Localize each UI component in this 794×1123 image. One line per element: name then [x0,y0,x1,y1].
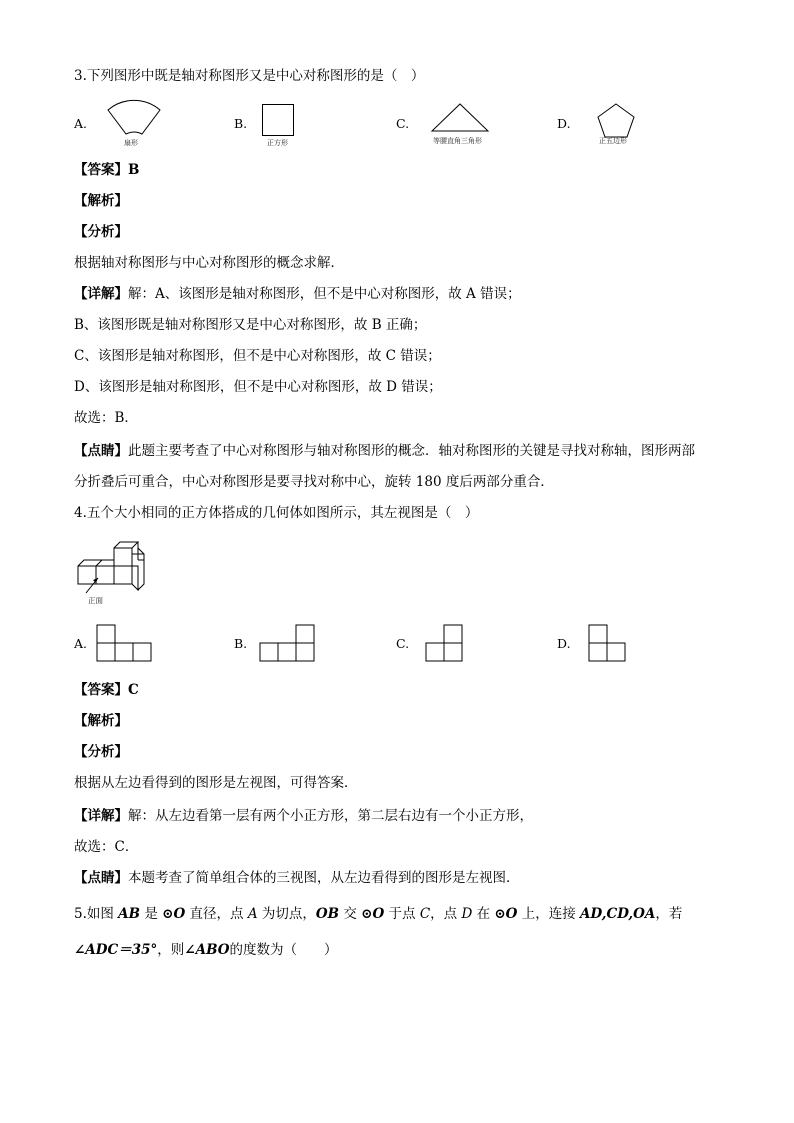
q5-text-5: 交 [339,906,362,922]
q5-text-9: 上，连接 [517,906,581,922]
view-c-figure [425,624,465,664]
q3-option-a-letter: A. [74,116,88,131]
q4-fenxi: 根据从左边看得到的图形是左视图，可得答案． [74,775,358,791]
q5-segments: AD,CD,OA [580,906,656,922]
q5-text-2: 是 [140,906,163,922]
q5-text-11: ，则 [157,942,185,958]
q4-xiangjie-tag: 【详解】 [74,808,128,824]
q5-text-8: 在 [472,906,495,922]
q4-option-a-letter: A. [74,636,88,651]
q3-xiangjie-line-2: B、该图形既是轴对称图形又是中心对称图形，故 B 正确； [74,317,427,333]
q3-fenxi: 根据轴对称图形与中心对称图形的概念求解． [74,255,344,271]
sector-figure [104,100,164,140]
q5-stem-line-1 [74,904,682,924]
q3-option-b-letter: B. [234,116,248,131]
q4-fenxi-tag: 【分析】 [74,744,128,760]
q3-option-d-caption: 正五边形 [599,137,627,145]
q4-option-b-letter: B. [234,636,248,651]
square-figure [262,104,296,138]
q5-circle-o-2: ⊙O [361,906,385,922]
q5-angle-abo: ∠ABO [184,942,230,958]
q3-option-b-caption: 正方形 [267,139,288,147]
q4-option-c-letter: C. [396,636,410,651]
q4-answer [74,680,139,700]
q4-option-d-letter: D. [557,636,571,651]
q4-answer-value: C [128,682,139,698]
q4-xiangjie-text: 解：从左边看第一层有两个小正方形，第二层右边有一个小正方形， [128,808,533,824]
q3-option-c-letter: C. [396,116,410,131]
q3-fenxi-tag: 【分析】 [74,224,128,240]
view-b-figure [259,624,317,664]
q4-stem: 4.五个大小相同的正方体搭成的几何体如图所示，其左视图是（ ） [74,505,479,521]
q4-dianjing [74,868,520,888]
q5-stem-line-2 [74,940,338,960]
q4-answer-tag: 【答案】 [74,682,128,698]
q5-circle-o-3: ⊙O [494,906,518,922]
q3-xiangjie-line-4: D、该图形是轴对称图形，但不是中心对称图形，故 D 错误； [74,379,442,395]
view-a-figure [96,624,154,664]
q3-option-d-letter: D. [557,116,571,131]
q3-xiangjie-tag: 【详解】 [74,286,128,302]
q3-answer [74,160,139,180]
cube-solid-figure [76,538,156,594]
view-d-figure [588,624,628,664]
regular-pentagon-figure [597,103,637,139]
q3-stem: 3.下列图形中既是轴对称图形又是中心对称图形的是（ ） [74,68,425,84]
q3-xiangjie-line-1 [74,284,521,304]
q4-dianjing-tag: 【点睛】 [74,870,128,886]
q3-option-a-caption: 扇形 [124,139,138,147]
q5-text-6: 于点 [384,906,420,922]
q3-xiangjie-text-1: 解：A、该图形是轴对称图形，但不是中心对称图形，故 A 错误； [128,286,521,302]
q5-text-3: 直径，点 [185,906,248,922]
q5-seg-ob: OB [315,906,340,922]
q3-xiangjie-line-3: C、该图形是轴对称图形，但不是中心对称图形，故 C 错误； [74,348,441,364]
q5-point-d: D [461,906,473,922]
q5-point-c: C [419,906,431,922]
q5-text-4: 为切点， [257,906,316,922]
q3-answer-tag: 【答案】 [74,162,128,178]
q3-dianjing-text-1: 此题主要考查了中心对称图形与轴对称图形的概念．轴对称图形的关键是寻找对称轴，图形两部 [128,443,695,459]
q3-answer-value: B [128,162,140,178]
q4-dianjing-text: 本题考查了简单组合体的三视图，从左边看得到的图形是左视图． [128,870,520,886]
q5-angle-adc: ∠ADC＝35° [74,942,158,958]
isosceles-right-triangle-figure [431,103,491,133]
q3-dianjing-tag: 【点睛】 [74,443,128,459]
q5-text-10: ，若 [655,906,683,922]
q5-text-7: ，点 [430,906,462,922]
q4-xiangjie [74,806,533,826]
q3-dianjing-line-2: 分折叠后可重合，中心对称图形是要寻找对称中心，旋转 180 度后两部分重合． [74,474,554,490]
q5-text-1: 5.如图 [74,906,119,922]
q4-guxuan: 故选：C． [74,839,139,855]
q5-point-a: A [247,906,258,922]
q5-text-12: 的度数为（ ） [229,942,338,958]
q5-seg-ab: AB [118,906,141,922]
q3-xiangjie-line-5: 故选：B． [74,410,138,426]
q4-jiexi: 【解析】 [74,713,128,729]
q3-option-c-caption: 等腰直角三角形 [433,137,482,145]
q5-circle-o-1: ⊙O [162,906,186,922]
q3-dianjing-line-1 [74,441,695,461]
q3-jiexi: 【解析】 [74,193,128,209]
q4-front-label: 正面 [88,596,103,605]
